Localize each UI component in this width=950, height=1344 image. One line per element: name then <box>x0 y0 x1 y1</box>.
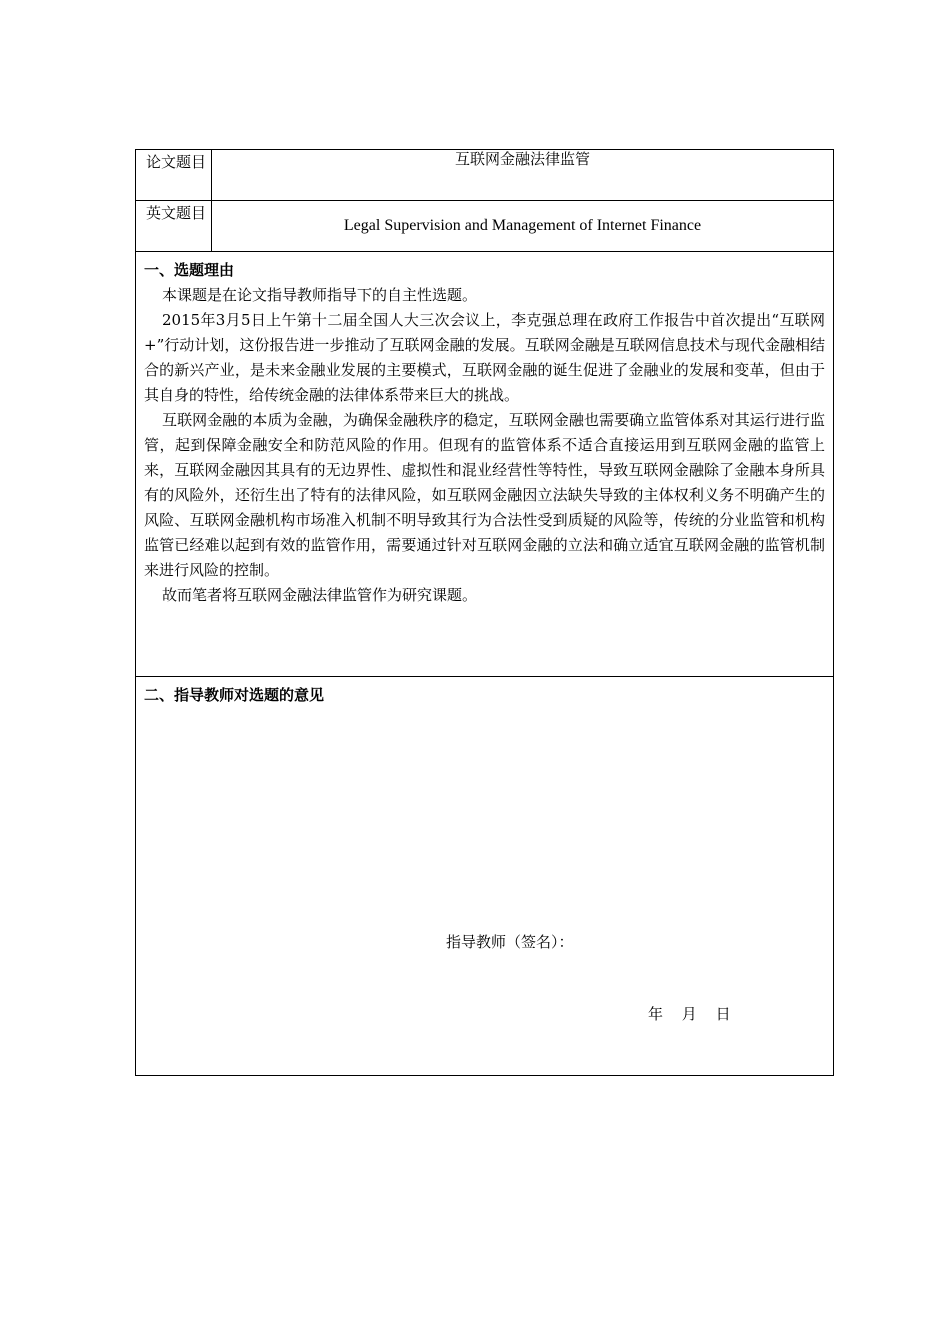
date-month-label: 月 <box>681 1005 697 1023</box>
date-day-label: 日 <box>715 1005 731 1023</box>
thesis-title-row <box>136 150 834 201</box>
opinion-heading: 二、指导教师对选题的意见 <box>144 686 325 704</box>
opinion-section <box>136 677 834 1076</box>
english-title-value: Legal Supervision and Management of Internet Finance <box>212 201 834 252</box>
english-title-row <box>136 201 834 252</box>
date-year-label: 年 <box>648 1005 664 1023</box>
reason-row <box>136 252 834 677</box>
english-title-label: 英文题目 <box>136 201 212 252</box>
reason-paragraph: 互联网金融的本质为金融，为确保金融秩序的稳定，互联网金融也需要确立监管体系对其运行进行监管，起到保障金融安全和防范风险的作用。但现有的监管体系不适合直接运用到互联网金融的监管上来，互联网金融因其具有的无边界性、虚拟性和混业经营性等特性，导致互联网金融除了金融本身所具有的风险外，还衍生出了特有的法律风险，如互联网金融因立法缺失导致的主体权利义务不明确产生的风险、互联网金融机构市场准入机制不明导致其行为合法性受到质疑的风险等，传统的分业监管和机构监管已经难以起到有效的监管作用，需要通过针对互联网金融的立法和确立适宜互联网金融的监管机制来进行风险的控制。 <box>144 411 825 579</box>
signature-date <box>648 1002 745 1027</box>
reason-paragraph: 2015年3月5日上午第十二届全国人大三次会议上，李克强总理在政府工作报告中首次提出“互联网+”行动计划，这份报告进一步推动了互联网金融的发展。互联网金融是互联网信息技术与现代金融相结合的新兴产业，是未来金融业发展的主要模式，互联网金融的诞生促进了金融业的发展和变革，但由于其自身的特性，给传统金融的法律体系带来巨大的挑战。 <box>144 311 825 404</box>
reason-section <box>136 252 834 677</box>
thesis-title-label: 论文题目 <box>136 150 212 201</box>
reason-paragraph: 本课题是在论文指导教师指导下的自主性选题。 <box>162 286 478 304</box>
advisor-signature-label: 指导教师（签名）： <box>446 933 574 951</box>
thesis-topic-form <box>135 149 834 1076</box>
reason-heading: 一、选题理由 <box>144 261 235 279</box>
reason-paragraph: 故而笔者将互联网金融法律监管作为研究课题。 <box>162 586 478 604</box>
opinion-row <box>136 677 834 1076</box>
thesis-title-value: 互联网金融法律监管 <box>212 150 834 201</box>
